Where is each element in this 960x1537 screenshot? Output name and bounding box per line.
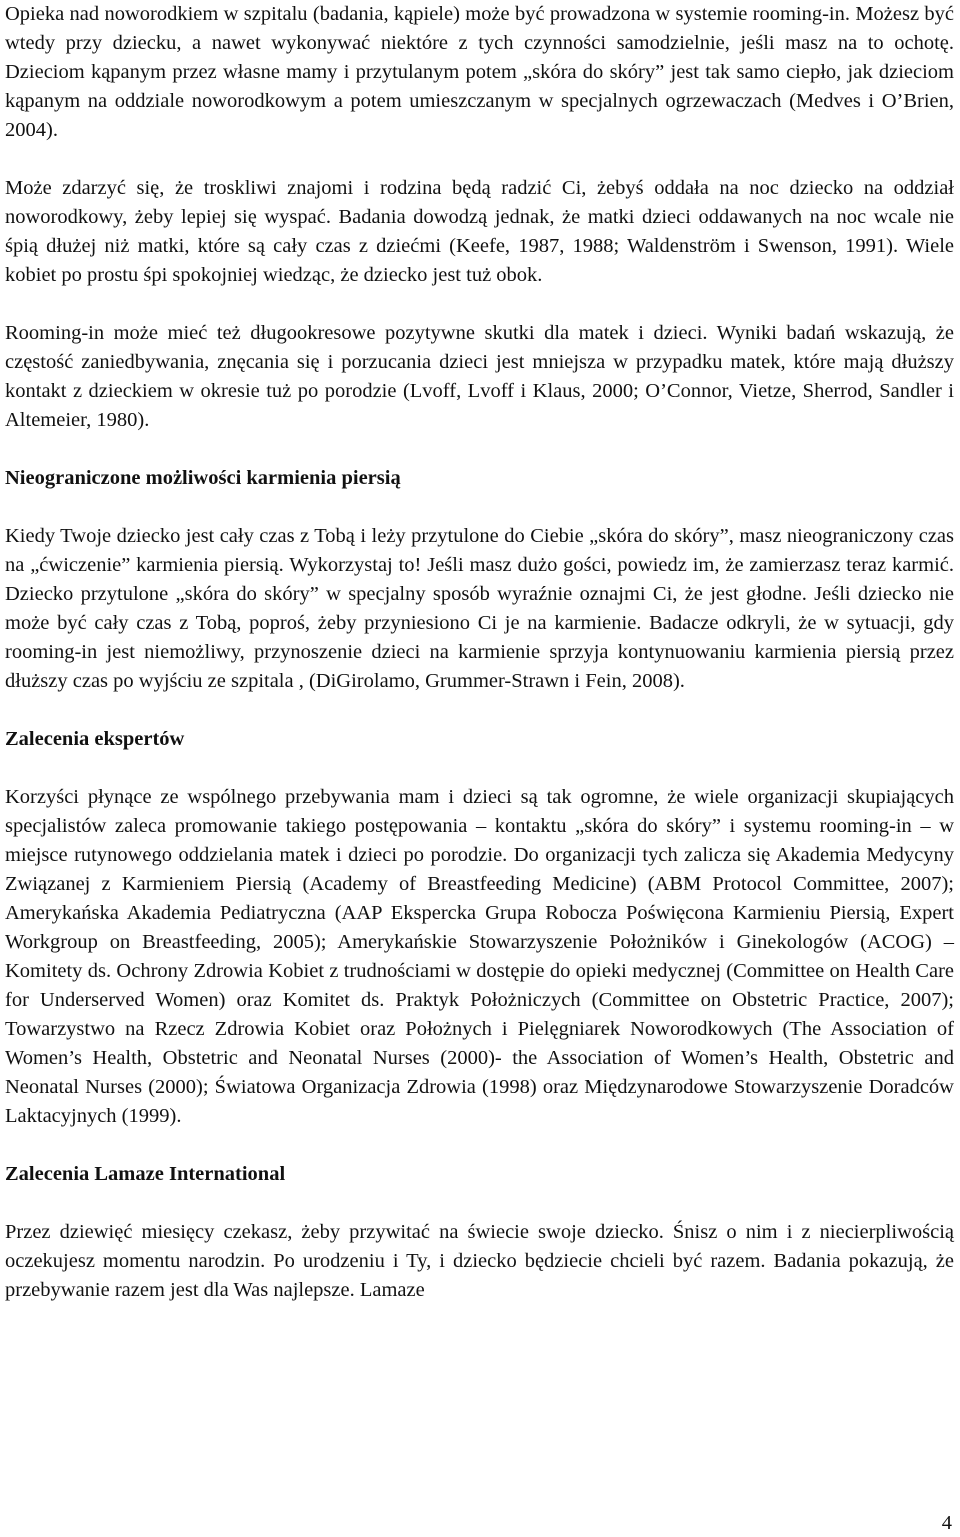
page-number: 4	[941, 1512, 952, 1534]
heading-lamaze-recommendations: Zalecenia Lamaze International	[5, 1163, 286, 1185]
paragraph-breastfeeding: Kiedy Twoje dziecko jest cały czas z Tobą i leży przytulone do Ciebie „skóra do skóry”, masz nieograniczony czas na „ćwiczenie” karmienia piersią. Wykorzystaj to! Jeśli masz dużo gości, powiedz im, że zamierzasz teraz karmić. Dziecko przytulone „skóra do skóry” w specjalny sposób wyraźnie oznajmi Ci, że jest głodne. Jeśli dziecko nie może być cały czas z Tobą, poproś, żeby przyniesiono Ci je na karmienie. Badacze odkryli, że w sytuacji, gdy rooming-in jest niemożliwy, przynoszenie dzieci na karmienie sprzyja kontynuowaniu karmienia piersią przez dłuższy czas po wyjściu ze szpitala , (DiGirolamo, Grummer-Strawn i Fein, 2008).	[5, 525, 954, 692]
heading-breastfeeding: Nieograniczone możliwości karmienia piersią	[5, 467, 401, 489]
paragraph-rooming-in-care: Opieka nad noworodkiem w szpitalu (badania, kąpiele) może być prowadzona w systemie rooming-in. Możesz być wtedy przy dziecku, a nawet wykonywać niektóre z tych czynności samodzielnie, jeśli masz na to ochotę. Dzieciom kąpanym przez własne mamy i przytulanym potem „skóra do skóry” jest tak samo ciepło, jak dzieciom kąpanym na oddziale noworodkowym a potem umieszczanym w specjalnych ogrzewaczach (Medves i O’Brien, 2004).	[5, 3, 954, 141]
paragraph-night-nursery: Może zdarzyć się, że troskliwi znajomi i rodzina będą radzić Ci, żebyś oddała na noc dziecko na oddział noworodkowy, żeby lepiej się wyspać. Badania dowodzą jednak, że matki dzieci oddawanych na noc wcale nie śpią dłużej niż matki, które są cały czas z dziećmi (Keefe, 1987, 1988; Waldenström i Swenson, 1991). Wiele kobiet po prostu śpi spokojniej wiedząc, że dziecko jest tuż obok.	[5, 177, 954, 286]
paragraph-expert-recommendations: Korzyści płynące ze wspólnego przebywania mam i dzieci są tak ogromne, że wiele organizacji skupiających specjalistów zaleca promowanie takiego postępowania – kontaktu „skóra do skóry” i systemu rooming-in – w miejsce rutynowego oddzielania matek i dzieci po porodzie. Do organizacji tych zalicza się Akademia Medycyny Związanej z Karmieniem Piersią (Academy of Breastfeeding Medicine) (ABM Protocol Committee, 2007); Amerykańska Akademia Pediatryczna (AAP Eksperckа Grupa Robocza Poświęcona Karmieniu Piersią, Expert Workgroup on Breastfeeding, 2005); Amerykańskie Stowarzyszenie Położników i Ginekologów (ACOG) – Komitety ds. Ochrony Zdrowia Kobiet z trudnościami w dostępie do opieki medycznej (Committee on Health Care for Underserved Women) oraz Komitet ds. Praktyk Położniczych (Committee on Obstetric Practice, 2007); Towarzystwo na Rzecz Zdrowia Kobiet oraz Położnych i Pielęgniarek Noworodkowych (The Association of Women’s Health, Obstetric and Neonatal Nurses (2000)- the Association of Women’s Health, Obstetric and Neonatal Nurses (2000); Światowa Organizacja Zdrowia (1998) oraz Międzynarodowe Stowarzyszenie Doradców Laktacyjnych (1999).	[5, 786, 954, 1127]
heading-expert-recommendations: Zalecenia ekspertów	[5, 728, 185, 750]
document-page	[5, 0, 954, 1305]
paragraph-lamaze-recommendations: Przez dziewięć miesięcy czekasz, żeby przywitać na świecie swoje dziecko. Śnisz o nim i z niecierpliwością oczekujesz momentu narodzin. Po urodzeniu i Ty, i dziecko będziecie chcieli być razem. Badania pokazują, że przebywanie razem jest dla Was najlepsze. Lamaze	[5, 1221, 954, 1301]
paragraph-long-term-effects: Rooming-in może mieć też długookresowe pozytywne skutki dla matek i dzieci. Wyniki badań wskazują, że częstość zaniedbywania, znęcania się i porzucania dzieci jest mniejsza w przypadku matek, które mają dłuższy kontakt z dzieckiem w okresie tuż po porodzie (Lvoff, Lvoff i Klaus, 2000; O’Connor, Vietze, Sherrod, Sandler i Altemeier, 1980).	[5, 322, 954, 431]
